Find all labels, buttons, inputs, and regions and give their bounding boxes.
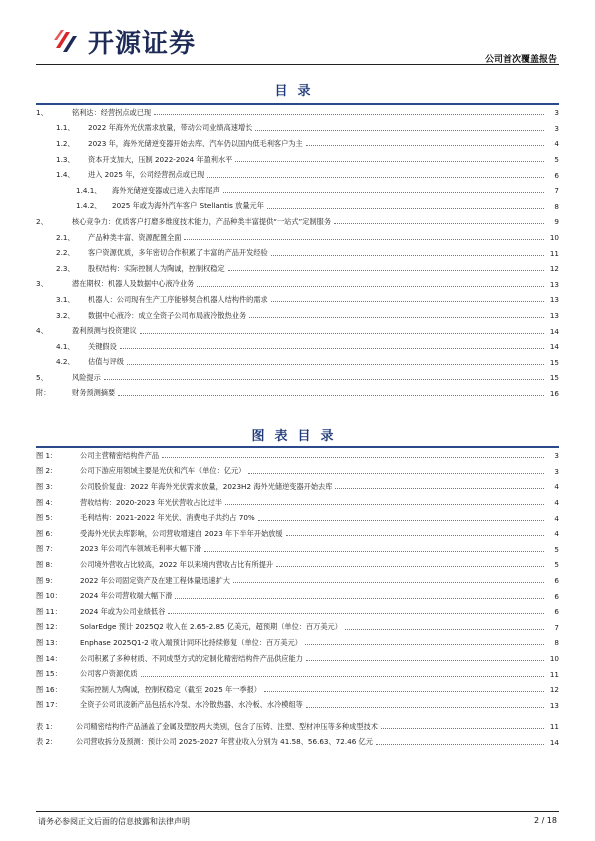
dot-leader [184, 239, 544, 240]
dot-leader [306, 145, 544, 146]
toc-entry[interactable] [36, 277, 559, 293]
table-entry[interactable] [36, 735, 559, 751]
toc-entry[interactable] [36, 121, 559, 137]
entry-title: 2023 年公司汽车领域毛利率大幅下滑 [80, 544, 202, 554]
entry-page-number: 3 [554, 451, 559, 461]
entry-title: 营收结构：2020-2023 年光伏营收占比过半 [80, 497, 223, 507]
entry-page-number: 7 [554, 186, 559, 196]
brand-logo [52, 24, 196, 58]
table-entry[interactable] [36, 719, 559, 735]
entry-page-number: 7 [554, 622, 559, 632]
entry-page-number: 14 [549, 326, 559, 336]
dot-leader [207, 177, 544, 178]
entry-title: 核心竞争力：优质客户打磨多维度技术能力，产品种类丰富提供“一站式”定制服务 [72, 216, 332, 226]
figure-entry[interactable] [36, 651, 559, 667]
entry-title: 进入 2025 年，公司经营拐点或已现 [88, 170, 205, 180]
entry-number: 1.1、 [56, 123, 75, 133]
entry-number: 图 4： [36, 497, 58, 507]
entry-title: 2024 年或为公司业绩低谷 [80, 606, 166, 616]
entry-number: 图 6： [36, 528, 58, 538]
entry-page-number: 3 [554, 123, 559, 133]
figure-entry[interactable] [36, 620, 559, 636]
entry-number: 3.2、 [56, 310, 75, 320]
dot-leader [225, 504, 544, 505]
dot-leader [104, 379, 544, 380]
entry-number: 2、 [36, 216, 48, 226]
dot-leader [141, 676, 544, 677]
dot-leader [235, 161, 544, 162]
toc-entry[interactable] [36, 199, 559, 215]
entry-page-number: 11 [549, 669, 559, 679]
entry-page-number: 6 [554, 576, 559, 586]
entry-number: 表 2： [36, 737, 58, 747]
entry-page-number: 6 [554, 170, 559, 180]
entry-number: 图 2： [36, 466, 58, 476]
toc-entry[interactable] [36, 261, 559, 277]
entry-number: 图 10： [36, 591, 62, 601]
entry-title: 公司客户资源优质 [80, 669, 138, 679]
entry-title: 公司精密结构件产品涵盖了金属及塑胶两大类别，包含了压铸、注塑、型材冲压等多种成型技术 [76, 721, 378, 731]
figure-entry[interactable] [36, 495, 559, 511]
entry-number: 图 8： [36, 559, 58, 569]
entry-title: 盈利预测与投资建议 [72, 326, 137, 336]
toc-entry[interactable] [36, 183, 559, 199]
entry-title: 2022 年海外光伏需求放量，带动公司业绩高速增长 [88, 123, 253, 133]
dot-leader [175, 598, 544, 599]
entry-number: 2.1、 [56, 232, 75, 242]
report-type-label: 公司首次覆盖报告 [484, 55, 557, 65]
toc-entry[interactable] [36, 230, 559, 246]
figure-list [36, 448, 559, 750]
dot-leader [381, 728, 544, 729]
dot-leader [127, 364, 544, 365]
dot-leader [276, 566, 544, 567]
figure-entry[interactable] [36, 526, 559, 542]
entry-number: 附： [36, 388, 51, 398]
entry-number: 1.2、 [56, 138, 75, 148]
entry-number: 4.2、 [56, 357, 75, 367]
entry-number: 图 9： [36, 575, 58, 585]
dot-leader [233, 582, 544, 583]
entry-number: 图 17： [36, 700, 62, 710]
entry-title: 估值与评级 [88, 357, 124, 367]
toc-entry[interactable] [36, 308, 559, 324]
entry-page-number: 13 [549, 700, 559, 710]
entry-title: 铭利达：经营拐点或已现 [72, 107, 152, 117]
entry-number: 图 3： [36, 481, 58, 491]
entry-page-number: 3 [554, 108, 559, 118]
dot-leader [223, 192, 544, 193]
entry-number: 1.4.2、 [76, 201, 102, 211]
entry-page-number: 10 [549, 233, 559, 243]
entry-title: 2023 年，海外光储逆变器开始去库、汽车仍以国内低毛利客户为主 [88, 138, 303, 148]
dot-leader [335, 488, 544, 489]
entry-number: 图 12： [36, 622, 62, 632]
entry-number: 图 14： [36, 653, 62, 663]
entry-title: 关键假设 [88, 341, 117, 351]
figure-entry[interactable] [36, 542, 559, 558]
entry-number: 图 7： [36, 544, 58, 554]
entry-title: 公司股价复盘：2022 年海外光伏需求放量，2023H2 海外光储逆变器开始去库 [80, 481, 333, 491]
figure-list-title: 图表目录 [251, 429, 344, 444]
dot-leader [306, 707, 544, 708]
entry-page-number: 15 [549, 373, 559, 383]
entry-page-number: 14 [549, 737, 559, 747]
toc-entry[interactable] [36, 105, 559, 121]
entry-number: 图 16： [36, 684, 62, 694]
entry-title: SolarEdge 预计 2025Q2 收入在 2.65-2.85 亿美元，超预期（单位：百万美元） [80, 622, 342, 632]
entry-title: 股权结构：实际控制人为陶诚，控制权稳定 [88, 263, 225, 273]
entry-title: 受海外光伏去库影响，公司营收增速自 2023 年下半年开始放缓 [80, 528, 283, 538]
figure-entry[interactable] [36, 666, 559, 682]
entry-title: 公司营收拆分及预测：预计公司 2025-2027 年营业收入分别为 41.58、56.63、72.46 亿元 [76, 737, 373, 747]
entry-title: 财务预测摘要 [72, 388, 116, 398]
dot-leader [267, 208, 544, 209]
dot-leader [249, 317, 544, 318]
entry-number: 图 13： [36, 637, 62, 647]
entry-page-number: 5 [554, 560, 559, 570]
entry-title: 客户资源优质，多年密切合作积累了丰富的产品开发经验 [88, 248, 268, 258]
dot-leader [228, 270, 544, 271]
entry-page-number: 4 [554, 513, 559, 523]
toc-entry[interactable] [36, 355, 559, 371]
dot-leader [118, 395, 544, 396]
entry-page-number: 13 [549, 311, 559, 321]
entry-page-number: 15 [549, 357, 559, 367]
figure-entry[interactable] [36, 510, 559, 526]
toc-entry[interactable] [36, 152, 559, 168]
entry-title: 全资子公司讯凌新产品包括水冷泵、水冷散热器、水冷板、水冷模组等 [80, 700, 303, 710]
entry-page-number: 12 [549, 264, 559, 274]
toc-entry[interactable] [36, 214, 559, 230]
entry-number: 4、 [36, 326, 48, 336]
entry-title: 2025 年或为海外汽车客户 Stellantis 放量元年 [112, 201, 264, 211]
toc-list [36, 105, 559, 401]
entry-page-number: 13 [549, 295, 559, 305]
entry-number: 1.4、 [56, 170, 75, 180]
entry-number: 3.1、 [56, 294, 75, 304]
entry-title: 2022 年公司固定资产及在建工程体量迅速扩大 [80, 575, 230, 585]
dot-leader [345, 629, 544, 630]
figure-entry[interactable] [36, 682, 559, 698]
figure-entry[interactable] [36, 479, 559, 495]
entry-number: 4.1、 [56, 341, 75, 351]
dot-leader [162, 457, 544, 458]
figure-entry[interactable] [36, 464, 559, 480]
dot-leader [376, 744, 544, 745]
dot-leader [334, 223, 544, 224]
entry-title: 海外光储逆变器或已进入去库尾声 [112, 185, 220, 195]
entry-page-number: 13 [549, 279, 559, 289]
entry-number: 1、 [36, 107, 48, 117]
toc-entry[interactable] [36, 292, 559, 308]
dot-leader [255, 130, 544, 131]
entry-title: 风险提示 [72, 372, 101, 382]
entry-number: 图 1： [36, 450, 58, 460]
dot-leader [271, 255, 544, 256]
entry-page-number: 8 [554, 638, 559, 648]
figure-entry[interactable] [36, 448, 559, 464]
entry-page-number: 14 [549, 342, 559, 352]
entry-page-number: 11 [549, 248, 559, 258]
figure-entry[interactable] [36, 635, 559, 651]
entry-page-number: 6 [554, 607, 559, 617]
entry-number: 1.4.1、 [76, 185, 102, 195]
dot-leader [305, 644, 544, 645]
entry-title: 毛利结构：2021-2022 年光伏、消费电子共约占 70% [80, 513, 255, 523]
entry-title: 数据中心液冷：成立全资子公司布局液冷散热业务 [88, 310, 247, 320]
dot-leader [197, 286, 544, 287]
header-divider [36, 64, 559, 65]
entry-title: 资本开支加大，压制 2022-2024 年盈利水平 [88, 154, 233, 164]
entry-page-number: 4 [554, 498, 559, 508]
entry-page-number: 5 [554, 544, 559, 554]
entry-page-number: 16 [549, 388, 559, 398]
entry-title: Enphase 2025Q1-2 收入端预计同环比持续修复（单位：百万美元） [80, 637, 302, 647]
entry-page-number: 4 [554, 529, 559, 539]
toc-entry[interactable] [36, 386, 559, 402]
entry-page-number: 9 [554, 217, 559, 227]
entry-title: 实际控制人为陶诚，控制权稳定（截至 2025 年一季报） [80, 684, 261, 694]
toc-title: 目录 [274, 84, 321, 99]
entry-number: 图 5： [36, 513, 58, 523]
figure-entry[interactable] [36, 573, 559, 589]
toc-entry[interactable] [36, 245, 559, 261]
kaiyuan-logo-icon [52, 26, 82, 56]
entry-page-number: 10 [549, 654, 559, 664]
figure-entry[interactable] [36, 588, 559, 604]
entry-title: 机器人：公司现有生产工序能够契合机器人结构件的需求 [88, 294, 268, 304]
entry-number: 2.2、 [56, 248, 75, 258]
entry-page-number: 3 [554, 466, 559, 476]
entry-number: 表 1： [36, 721, 58, 731]
toc-entry[interactable] [36, 136, 559, 152]
entry-number: 1.3、 [56, 154, 75, 164]
entry-title: 公司积累了多种材质、不同成型方式的定制化精密结构件产品供应能力 [80, 653, 303, 663]
entry-page-number: 8 [554, 201, 559, 211]
dot-leader [306, 660, 544, 661]
entry-number: 5、 [36, 372, 48, 382]
entry-page-number: 4 [554, 139, 559, 149]
brand-name: 开源证券 [88, 28, 197, 59]
entry-title: 公司主营精密结构件产品 [80, 450, 160, 460]
entry-page-number: 11 [549, 722, 559, 732]
toc-entry[interactable] [36, 339, 559, 355]
entry-number: 图 15： [36, 669, 62, 679]
toc-entry[interactable] [36, 167, 559, 183]
entry-title: 公司境外营收占比较高，2022 年以来境内营收占比有所提升 [80, 559, 274, 569]
dot-leader [258, 520, 544, 521]
figure-entry[interactable] [36, 557, 559, 573]
figure-entry[interactable] [36, 698, 559, 714]
dot-leader [168, 613, 544, 614]
dot-leader [264, 691, 544, 692]
dot-leader [204, 551, 544, 552]
dot-leader [271, 301, 544, 302]
entry-number: 图 11： [36, 606, 62, 616]
entry-title: 产品种类丰富、资源配置全面 [88, 232, 182, 242]
entry-number: 3、 [36, 279, 48, 289]
entry-page-number: 4 [554, 482, 559, 492]
dot-leader [248, 473, 544, 474]
entry-title: 2024 年公司营收端大幅下滑 [80, 591, 173, 601]
figure-entry[interactable] [36, 604, 559, 620]
toc-entry[interactable] [36, 370, 559, 386]
entry-page-number: 5 [554, 155, 559, 165]
footer-divider [36, 811, 559, 812]
entry-number: 2.3、 [56, 263, 75, 273]
entry-title: 潜在期权：机器人及数据中心液冷业务 [72, 279, 195, 289]
dot-leader [286, 535, 544, 536]
dot-leader [154, 114, 544, 115]
entry-title: 公司下游应用领域主要是光伏和汽车（单位：亿元） [80, 466, 246, 476]
page-indicator: 2 / 18 [533, 816, 557, 825]
footer-disclaimer: 请务必参阅正文后面的信息披露和法律声明 [38, 817, 190, 826]
dot-leader [140, 333, 544, 334]
dot-leader [120, 348, 544, 349]
toc-entry[interactable] [36, 323, 559, 339]
entry-page-number: 6 [554, 591, 559, 601]
entry-page-number: 12 [549, 685, 559, 695]
